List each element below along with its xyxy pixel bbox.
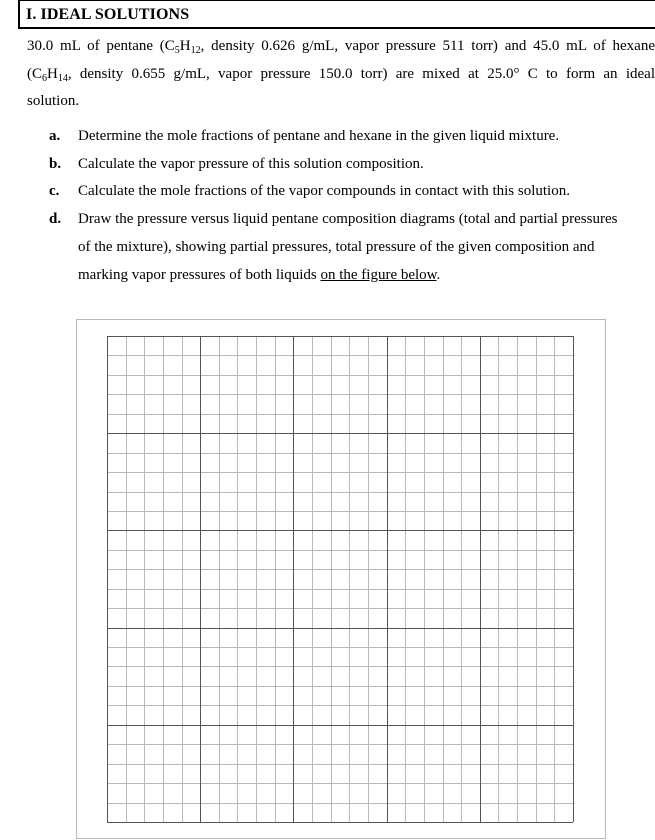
question-letter: a. bbox=[49, 128, 61, 144]
problem-line-1: 30.0 mL of pentane ($C_5H_{12}$, density 0.626 g/mL, vapor pressure 511 torr) and 45.0 mL of hexane bbox=[27, 38, 655, 56]
question-d-line-3: marking vapor pressures of both liquids on the figure below. bbox=[78, 267, 441, 283]
question-d-line-2: of the mixture), showing partial pressures, total pressure of the given composition and bbox=[78, 239, 595, 255]
question-text: Calculate the vapor pressure of this solution composition. bbox=[78, 156, 424, 172]
question-letter: d. bbox=[49, 211, 62, 227]
problem-line-2: ($C_6H_{14}$, density 0.655 g/mL, vapor pressure 150.0 torr) are mixed at 25.0° C to form an ideal bbox=[27, 66, 655, 84]
question-text: Determine the mole fractions of pentane and hexane in the given liquid mixture. bbox=[78, 128, 560, 144]
question-b bbox=[49, 156, 424, 173]
question-letter: c. bbox=[49, 183, 60, 199]
figure-reference-link: on the figure below bbox=[320, 267, 437, 283]
figure-frame bbox=[76, 319, 606, 839]
problem-line-3: solution. bbox=[27, 93, 80, 109]
question-a bbox=[49, 128, 559, 145]
question-letter: b. bbox=[49, 156, 62, 172]
graph-paper-grid[interactable] bbox=[77, 320, 607, 840]
question-c bbox=[49, 183, 570, 200]
question-text: Calculate the mole fractions of the vapor compounds in contact with this solution. bbox=[78, 183, 570, 199]
section-heading-box bbox=[18, 0, 655, 29]
section-heading: I. IDEAL SOLUTIONS bbox=[26, 6, 190, 23]
question-text: Draw the pressure versus liquid pentane composition diagrams (total and partial pressures bbox=[78, 211, 618, 227]
question-d bbox=[49, 211, 617, 228]
